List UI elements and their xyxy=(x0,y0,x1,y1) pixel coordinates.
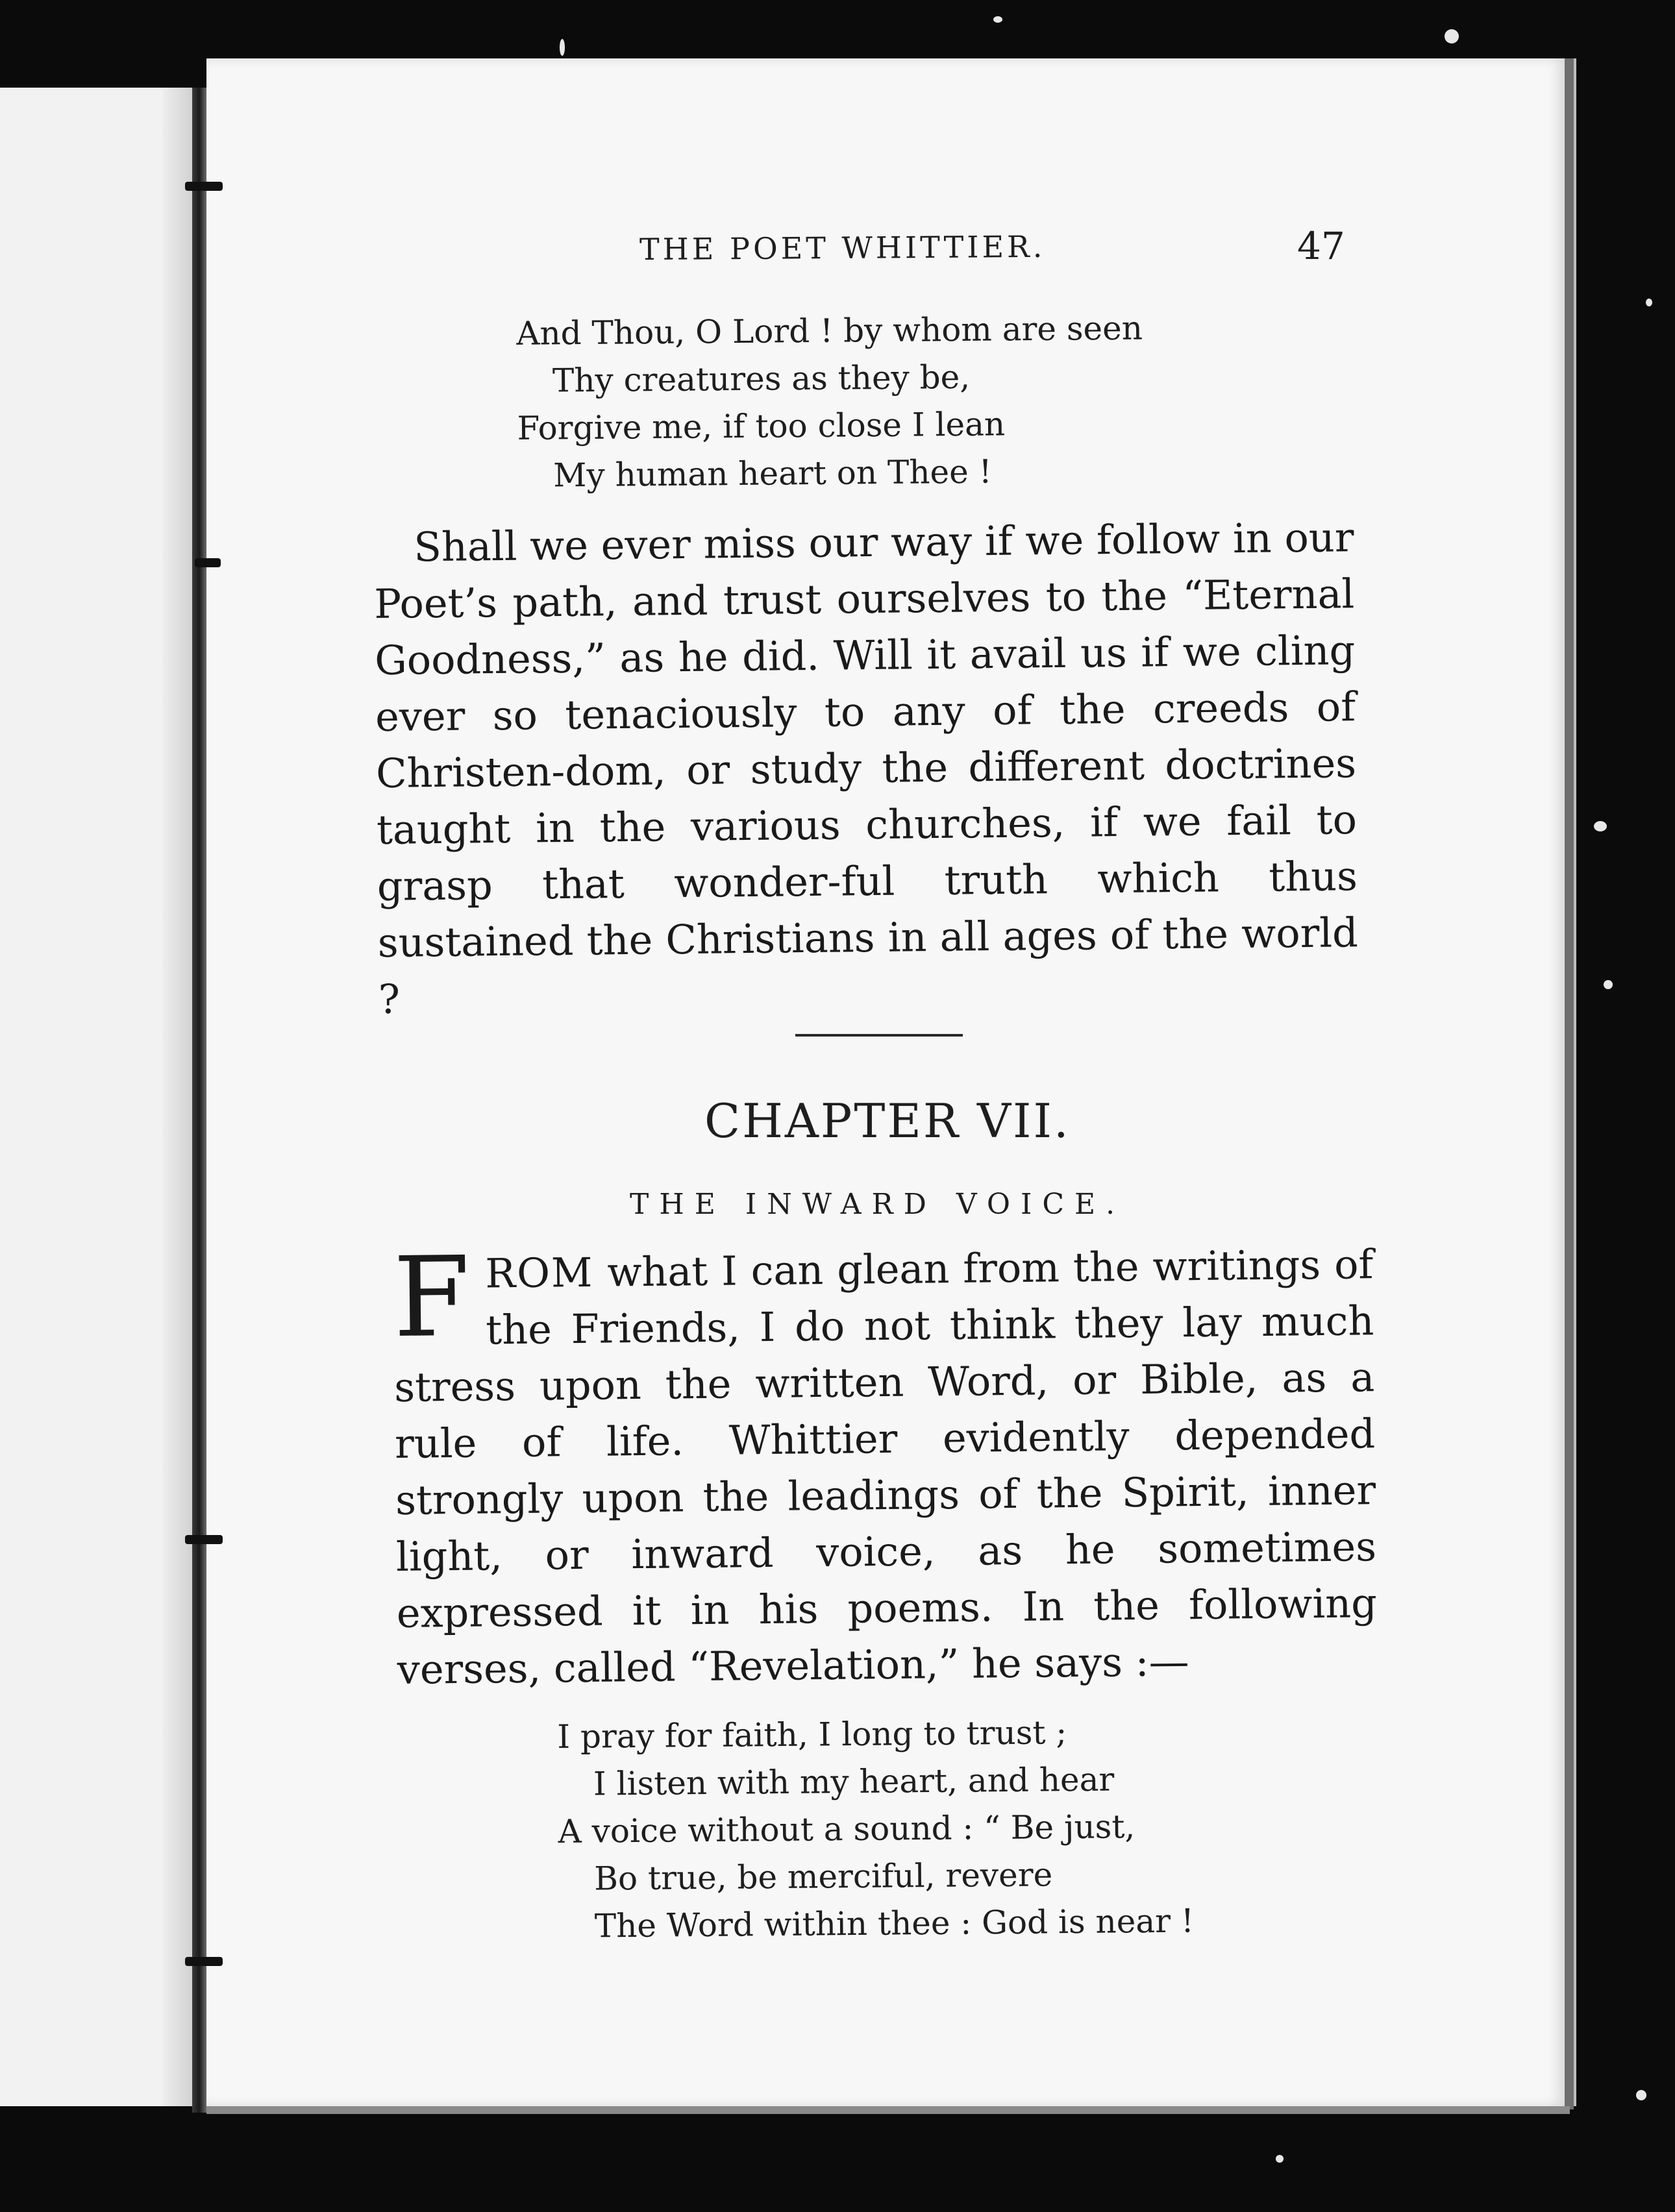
paragraph-inward-voice xyxy=(392,1233,1378,1698)
paragraph-body: what I can glean from the writings of the Friends, I do not think they lay much stress upon the written Word, or Bible, as a rule of life. Whittier evidently depended strongly upon the leadings of the Spirit, inner light, or inward voice, as he sometimes expressed it in his poems. In the following verses, called “Revelation,” he says :— xyxy=(393,1240,1378,1693)
scan-speck xyxy=(1445,29,1459,43)
verse-line: I pray for faith, I long to trust ; xyxy=(557,1714,1067,1756)
verse-line: My human heart on Thee ! xyxy=(552,452,992,495)
verse-line: Forgive me, if too close I lean xyxy=(517,405,1006,447)
verse-line: I listen with my heart, and hear xyxy=(593,1760,1115,1803)
page-edge xyxy=(1565,58,1574,2109)
chapter-subtitle: THE INWARD VOICE. xyxy=(630,1188,1126,1221)
scan-speck xyxy=(1276,2155,1284,2163)
scan-speck xyxy=(1646,299,1652,306)
scan-speck xyxy=(560,39,565,56)
verse-line: And Thou, O Lord ! by whom are seen xyxy=(516,309,1143,352)
running-head: THE POET WHITTIER. xyxy=(639,228,1046,267)
paragraph-poets-path xyxy=(373,509,1359,1027)
section-divider xyxy=(795,1034,963,1037)
lead-word: ROM xyxy=(485,1248,594,1297)
binding-stitch xyxy=(185,1957,223,1966)
scan-speck xyxy=(1604,980,1613,989)
paragraph-text xyxy=(392,1233,1378,1698)
verse-line: Bo true, be merciful, revere xyxy=(593,1856,1053,1898)
verse-line: The Word within thee : God is near ! xyxy=(594,1902,1195,1945)
verse-revelation xyxy=(557,1708,1194,1950)
drop-cap: F xyxy=(392,1233,471,1362)
page-number: 47 xyxy=(1297,224,1345,268)
book-spine xyxy=(192,88,206,2113)
scan-speck xyxy=(1636,2090,1646,2100)
chapter-title: CHAPTER VII. xyxy=(704,1094,1071,1148)
binding-stitch xyxy=(185,1535,223,1544)
verse-line: Thy creatures as they be, xyxy=(552,358,971,400)
paragraph-text: Shall we ever miss our way if we follow in our Poet’s path, and trust ourselves to the “Eternal Goodness,” as he did. Will it avail us if we cling ever so tenaciously to any of the creeds of Christen-dom, or study the different doctrines taught in the various churches, if we fail to grasp that wonder-ful truth which thus sustained the Christians in all ages of the world ? xyxy=(373,513,1359,1023)
verse-line: A voice without a sound : “ Be just, xyxy=(558,1808,1135,1850)
scan-speck xyxy=(993,16,1002,23)
page-bottom-edge xyxy=(206,2106,1570,2114)
scan-speck xyxy=(1594,821,1607,831)
binding-stitch xyxy=(185,182,223,191)
binding-stitch xyxy=(195,558,221,567)
verse-top xyxy=(516,305,1144,500)
